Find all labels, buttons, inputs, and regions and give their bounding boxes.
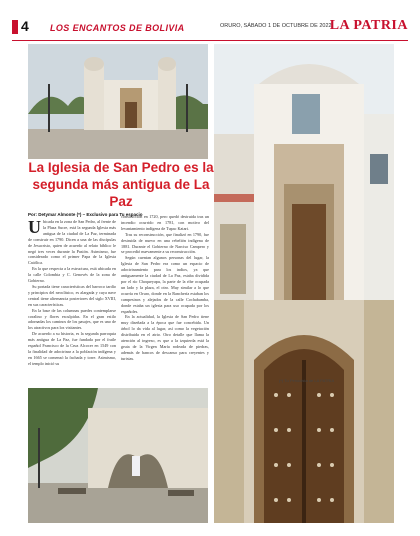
article-headline: La Iglesia de San Pedro es la segunda más antigua de La Paz — [28, 160, 214, 209]
church-door-photo — [214, 300, 394, 523]
paragraph: Tras su reconstrucción, que finalizó en 1790, fue destruida de nuevo en una rebelión indígena de 1881. Durante el Gobierno de Narciso Campero y se procedió nuevamente a su reconstrucción. — [121, 231, 209, 255]
paragraph: En la que respecta a la estructura, está ubicada en la calle Colombia y C. Genovés de la zona de Gobierno. — [28, 266, 116, 284]
issue-date: ORURO, SÁBADO 1 DE OCTUBRE DE 2022 — [220, 23, 332, 29]
paragraph: Su portada tiene características del barroco tardío y principios del neoclásico, es alargada y cuya nave central tiene alternancia posteriores del siglo XVIII, en sus características. — [28, 283, 116, 307]
drop-cap: U — [28, 219, 41, 237]
photo-credit: (*) Tu Periodista de LA PATRIA — [279, 378, 334, 383]
article-column-2 — [121, 214, 209, 384]
article-byline: Por: Detymar Almonte (*) – Exclusivo para Tu espacio — [28, 212, 143, 217]
paragraph: En la actualidad, la Iglesia de San Pedro tiene muy diseñada a la época que fue concebida. Un árbol lo da vida al lugar, así como la vegetación distribuida en el atrio. Otro detalle que llama la atención al ingreso, es que a la izquierda está la gruta de la Virgen María rodeada de piedras, además de bancos de descanso para creyentes y turistas. — [121, 314, 209, 361]
paragraph: En la base de las columnas puedes contemplarse coralino y flores esculpidas. En el gran estilo adornadas los caminos de los pasajes, que es uno de los atractivos para los visitantes. — [28, 307, 116, 331]
page-header — [12, 17, 408, 39]
page-number-box — [12, 20, 40, 34]
church-facade-photo — [28, 44, 208, 159]
article-column-1 — [28, 219, 116, 384]
paragraph: Según cuentan algunos personas del lugar, la Iglesia de San Pedro era como un espacio de adoctrinamiento para los indios, ya que antiguamente la ciudad de La Paz, estaba dividida por el río Choqueyapu, la parte de la ribe ocupada un lado y la plaza, el otro. Muy similar a lo que ocurría en Oruro, donde en la Ranchería estaban los campesinos y alejados de la calle Cochabamba, donde estaba un iglesia para uso ocupada por los españoles. — [121, 255, 209, 314]
paragraph: bicada en la zona de San Pedro, al frente de la Plaza Sucre, está la segunda Iglesia más antigua de la ciudad de La Paz, terminada de construir en 1790. Dicen a una de las discípulas de Jesucristo, quien de acuerdo al relato bíblico le negó tres veces durante la Pasión. Asimismo, fue considerado como el primer Papa de la Iglesia Católica. — [28, 219, 116, 266]
header-rule — [12, 40, 408, 41]
paragraph: construcción en 1720, pero quedó destruida tras un incendio ocurrido en 1781, con motivo del levantamiento indígena de Tupac Katari. — [121, 214, 209, 231]
red-marker — [12, 20, 18, 34]
church-atrium-photo — [28, 388, 208, 523]
newspaper-masthead: LA PATRIA — [329, 18, 408, 33]
paragraph: De acuerdo a su historia, es la segunda parroquia más antigua de La Paz, fue fundada por el fraile español Francisco de la Cruz Alcocer en 1549 con la finalidad de adoctrinar a la población indígena y en 1665 se comenzó la fachada y torre. Asimismo, el templo inició su — [28, 331, 116, 366]
page-number: 4 — [21, 18, 29, 34]
section-title: LOS ENCANTOS DE BOLIVIA — [50, 23, 185, 33]
